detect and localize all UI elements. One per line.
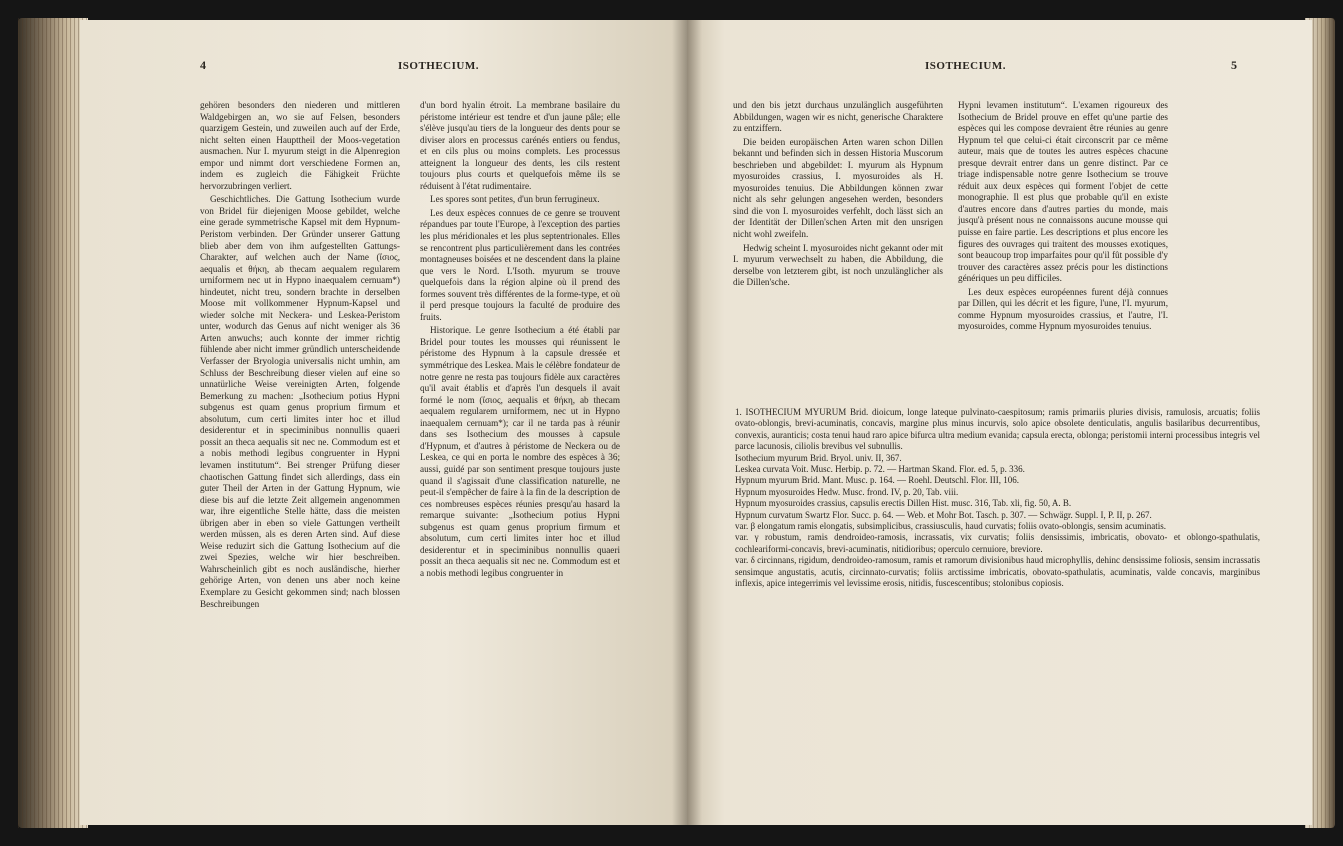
book-gutter [672,20,702,825]
paragraph: Hedwig scheint I. myosuroides nicht gekannt oder mit I. myurum verwechselt zu haben, die Abbildung, die derselbe von letzterem gibt, ist noch unzulänglicher als die Dillen'sche. [733,242,943,288]
reference-line: Isothecium myurum Brid. Bryol. univ. II, 367. [735,452,902,463]
reference-line: Hypnum myosuroides crassius, capsulis erectis Dillen Hist. musc. 316, Tab. xli, fig. 50, A. B. [735,498,1072,509]
left-column-german [200,100,400,612]
reference-line: Hypnum curvatum Swartz Flor. Succ. p. 64. — Web. et Mohr Bot. Tasch. p. 307. — Schwägr. Suppl. I, P. II, p. 267. [735,509,1152,520]
variety-line: var. δ circinnans, rigidum, dendroideo-ramosum, ramis et ramorum divisionibus haud microphyllis, dehinc densissime foliosis, sensim incrassatis sensimque angustatis, acutis, circinnato-curvatis; foliis arctissime imbricatis, obovato-spathulatis, acuminatis, valde concavis, marginibus inflexis, apice integerrimis vel levissime erosis, nitidis, fuscescentibus; stolonibus copiosis. [735,555,1260,589]
right-column-french [958,100,1168,335]
variety-line: var. γ robustum, ramis dendroideo-ramosis, incrassatis, vix curvatis; foliis densissimis, imbricatis, obovato- et oblongo-spathulatis, cochleariformi-concavis, brevi-acuminatis, nitidioribus; operculo cernuiore, breviore. [735,532,1260,554]
paragraph: Les deux espèces connues de ce genre se trouvent répandues par toute l'Europe, à l'exception des parties les plus méridionales et les plus septentrionales. Elles se rencontrent plus particulièrement dans les contrées montagneuses boisées et ne descendent dans la plaine que vers le Nord. L'Isoth. myurum se trouve quelquefois dans la région alpine où il prend des formes souvent très différentes de la forme-type, et où il perd presque toujours la faculté de produire des fruits. [420,207,620,322]
paragraph: und den bis jetzt durchaus unzulänglich ausgeführten Abbildungen, wagen wir es nicht, generische Charaktere zu entziffern. [733,100,943,134]
paragraph: Les deux espèces européennes furent déjà connues par Dillen, qui les décrit et les figure, l'une, l'I. myurum, comme Hypnum myosuroides crassius, et l'autre, l'I. myosuroides, comme Hypnum myosuroides tenuius. [958,286,1168,332]
paragraph: gehören besonders den niederen und mittleren Waldgebirgen an, wo sie auf Felsen, besonders quarzigem Gestein, und zuweilen auch auf der Erde, nicht selten einen Haupttheil der Moos-vegetation ausmachen. Nur I. myurum steigt in die Alpenregion empor und nimmt dort verschiedene Formen an, indem es zugleich die Fähigkeit Früchte hervorzubringen verliert. [200,100,400,191]
right-running-head: ISOTHECIUM. [925,60,1006,72]
paragraph: Geschichtliches. Die Gattung Isothecium wurde von Bridel für diejenigen Moose gebildet, welche eine gerade symmetrische Kapsel mit dem Hypnum-Peristom verbinden. Der Gründer unserer Gattung blieb aber dem von ihm aufgestellten Gattungs-Charakter, auf welchen auch der Name (ἴσιος, aequalis et θήκη, ab thecam aequalem regularem urniformem nec ut in Hypno inaequalem cernuam*) hindeutet, nicht treu, sondern brachte in derselben Moose mit vollkommener Hypnum-Kapsel und wieder solche mit Neckera- und Leskea-Peristom unter, wodurch das Genus auf nicht weniger als 36 Arten anwuchs; auch konnte der immer richtig fühlende aber nicht immer gründlich unterscheidende Verfasser der Bryologia universalis nicht umhin, am Schluss der Beschreibung dieser vielen auf eine so unnatürliche Weise vereinigten Arten, folgende Bemerkung zu machen: „Isothecium potius Hypni subgenus est quam genus proprium firmum et absolutum, cum certi limites inter hoc et illud desiderentur et in speciminibus nonnullis quaeri possit an theca aequalis sit nec ne. Commodum est et a nobis methodi legibus congruenter in Hypni levamen institutum“. Bei strenger Prüfung dieser chaotischen Gattung findet sich allerdings, dass ein guter Theil der Arten in der Gattung Hypnum, wie diese bis auf die letzte Zeit allgemein angenommen war, ihre eigentliche Stelle hätte, dass die meisten übrigen aber in eben so viele Gattungen vertheilt werden müssen, als es deren Arten sind. Auf diese Weise reduzirt sich die Gattung Isothecium auf die zwei Spezies, welche wir hier beschreiben. Wahrscheinlich gibt es noch ausländische, hierher gehörige Arten, von denen uns aber noch keine Exemplare zu Gesicht gekommen sind; nach blossen Beschreibungen [200,194,400,609]
paragraph: Les spores sont petites, d'un brun ferrugineux. [430,194,600,205]
species-description [735,407,1260,590]
paragraph: Historique. Le genre Isothecium a été établi par Bridel pour toutes les mousses qui réunissent le péristome des Hypnum à la capsule dressée et symmétrique des Leskea. Mais le célèbre fondateur de notre genre ne resta pas toujours fidèle aux caractères qu'il avait établis et d'après l'un desquels il avait formé le nom (ἴσιος, aequalis et θήκη, ab thecam aequalem regularem urniformem, nec ut in Hypno inaequalem cernuam*); car il ne tarda pas à réunir dans ses Isothecium des mousses à capsule d'Hypnum, et d'autres à péristome de Neckera ou de Leskea, ce qui en porta le nombre des espèces à 36; aussi, guidé par son sentiment presque toujours juste quand il s'agissait d'une classification naturelle, ne peut-il s'empêcher de faire à la fin de la description de ces nombreuses espèces réunies presqu'au hasard la remarque suivante: „Isothecium potius Hypni subgenus est quam genus proprium firmum et absolutum, cum certi limites inter hoc et illud desiderentur et in speciminibus nonnullis quaeri possit an theca aequalis sit nec ne. Commodum est et a nobis methodi legibus congruenter in [420,325,621,578]
paragraph: Hypni levamen institutum“. L'examen rigoureux des Isothecium de Bridel prouve en effet qu'une partie des espèces qui les compose devraient être réunies au genre Hypnum tel que celui-ci était circonscrit par ce même auteur, mais que de toutes les autres espèces chacune presque devrait entrer dans un genre distinct. Par ce triage indispensable notre genre Isothecium se trouve réduit aux deux espèces qui forment l'objet de cette monographie. Il est plus que probable qu'il en existe d'autres encore dans d'autres parties du monde, mais jusqu'à présent nous ne connaissons aucune mousse qui puisse en faire partie. Les descriptions et plus encore les figures des ouvrages qui traitent des mousses exotiques, sont beaucoup trop imparfaites pour qu'il fût possible d'y trouver des caractères assez précis pour les distinctions génériques un peu difficiles. [958,100,1168,284]
species-heading: 1. ISOTHECIUM MYURUM Brid. dioicum, longe lateque pulvinato-caespitosum; ramis primariis pluries divisis, ramulosis, arcuatis; foliis ovato-oblongis, brevi-acuminatis, concavis, margine plus minus incurvis, solo apice obsolete denticulatis, angulis basilaribus decurrentibus, convexis, auranticis; costa tenui haud raro apice bifurca ultra medium evanida; capsula erecta, oblonga; peristomii interni processibus integris vel parce lacunosis, ciliolis brevibus vel subnullis. [735,407,1260,452]
left-running-head: ISOTHECIUM. [398,60,479,72]
reference-line: Hypnum myurum Brid. Mant. Musc. p. 164. — Roehl. Deutschl. Flor. III, 106. [735,475,1019,486]
variety-line: var. β elongatum ramis elongatis, subsimplicibus, crassiusculis, haud curvatis; foliis ovato-oblongis, sensim acuminatis. [735,521,1167,532]
reference-line: Leskea curvata Voit. Musc. Herbip. p. 72. — Hartman Skand. Flor. ed. 5, p. 336. [735,464,1025,475]
left-page-edge [18,18,88,828]
right-column-german [733,100,943,291]
paragraph: d'un bord hyalin étroit. La membrane basilaire du péristome intérieur est tendre et d'un jaune pâle; elle s'élève jusqu'au tiers de la longueur des dents pour se diviser alors en processus carénés entiers ou fendus, et en cils plus ou moins complets. Les processus atteignent la longueur des dents, les cils restent toujours plus courts et quelquefois même ils se réduisent à l'état rudimentaire. [420,100,620,191]
right-page-number: 5 [1231,58,1237,72]
left-page-number: 4 [200,58,206,72]
paragraph: Die beiden europäischen Arten waren schon Dillen bekannt und befinden sich in dessen Historia Muscorum beschrieben und abgebildet: I. myurum als Hypnum myosuroides crassius, I. myosuroides als H. myosuroides tenuius. Die Abbildungen können zwar nicht als sehr gelungen angesehen werden, besonders sind die von I. myosuroides verfehlt, doch lässt sich an der Identität der Dillen'schen Arten mit den unsrigen nicht wohl zweifeln. [733,136,943,240]
left-column-french [420,100,620,581]
reference-line: Hypnum myosuroides Hedw. Musc. frond. IV, p. 20, Tab. viii. [735,486,959,497]
